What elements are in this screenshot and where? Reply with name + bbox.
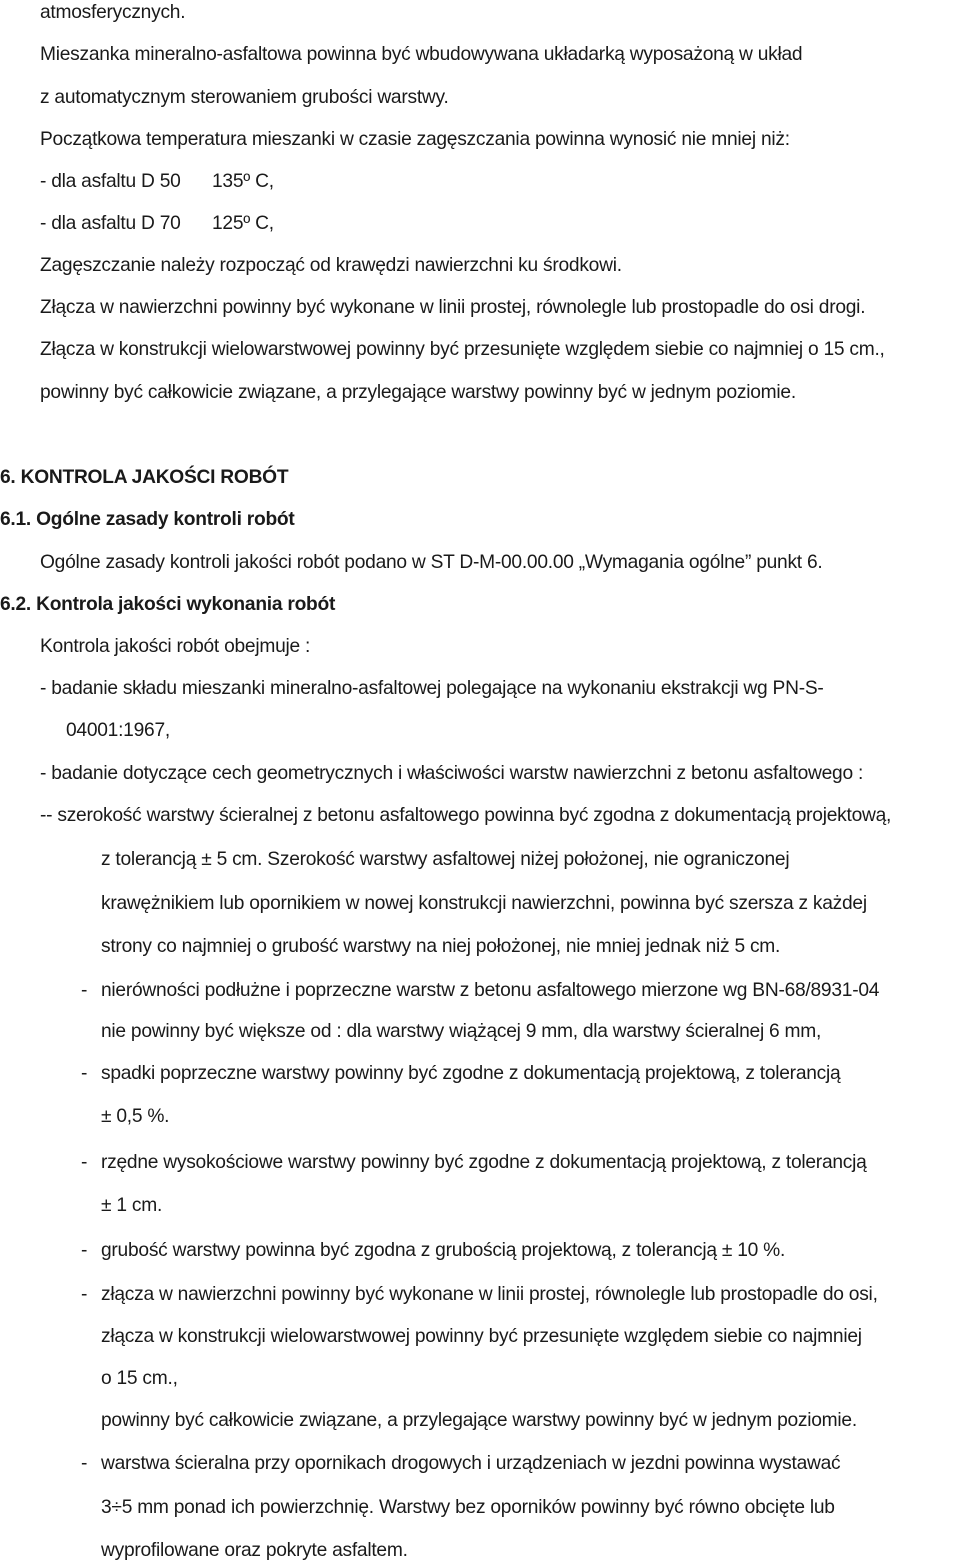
list-item: -- szerokość warstwy ścieralnej z betonu asfaltowego powinna być zgodna z dokumentacją projektową, xyxy=(40,805,892,826)
list-item: złącza w nawierzchni powinny być wykonane w linii prostej, równolegle lub prostopadle do osi, xyxy=(101,1284,878,1305)
list-bullet: - xyxy=(81,1284,88,1305)
list-item-continuation: krawężnikiem lub opornikiem w nowej konstrukcji nawierzchni, powinna być szersza z każdej xyxy=(101,893,867,914)
list-item-value: 125º C, xyxy=(212,213,274,234)
list-bullet: - xyxy=(81,1240,88,1261)
paragraph-line: Początkowa temperatura mieszanki w czasie zagęszczania powinna wynosić nie mniej niż: xyxy=(40,129,790,150)
list-item-continuation: nie powinny być większe od : dla warstwy wiążącej 9 mm, dla warstwy ścieralnej 6 mm, xyxy=(101,1021,822,1042)
subsection-heading: 6.1. Ogólne zasady kontroli robót xyxy=(0,509,295,530)
paragraph-line: Złącza w nawierzchni powinny być wykonane w linii prostej, równolegle lub prostopadle do osi drogi. xyxy=(40,297,866,318)
paragraph-line: Kontrola jakości robót obejmuje : xyxy=(40,636,311,657)
list-item-label: - dla asfaltu D 70 xyxy=(40,213,181,234)
list-bullet: - xyxy=(81,980,88,1001)
list-item: warstwa ścieralna przy opornikach drogowych i urządzeniach w jezdni powinna wystawać xyxy=(101,1453,841,1474)
paragraph-line: Zagęszczanie należy rozpocząć od krawędzi nawierzchni ku środkowi. xyxy=(40,255,622,276)
list-item: - badanie dotyczące cech geometrycznych i właściwości warstw nawierzchni z betonu asfaltowego : xyxy=(40,763,864,784)
list-item-continuation: ± 1 cm. xyxy=(101,1195,163,1216)
list-item: grubość warstwy powinna być zgodna z grubością projektową, z tolerancją ± 10 %. xyxy=(101,1240,786,1261)
paragraph-line: z automatycznym sterowaniem grubości warstwy. xyxy=(40,87,449,108)
list-item-continuation: 04001:1967, xyxy=(66,720,170,741)
section-heading: 6. KONTROLA JAKOŚCI ROBÓT xyxy=(0,467,289,488)
list-item: nierówności podłużne i poprzeczne warstw z betonu asfaltowego mierzone wg BN-68/8931-04 xyxy=(101,980,880,1001)
paragraph-line: atmosferycznych. xyxy=(40,2,186,23)
list-item-label: - dla asfaltu D 50 xyxy=(40,171,181,192)
list-item-value: 135º C, xyxy=(212,171,274,192)
list-item-continuation: wyprofilowane oraz pokryte asfaltem. xyxy=(101,1540,408,1561)
paragraph-line: Złącza w konstrukcji wielowarstwowej powinny być przesunięte względem siebie co najmniej o 15 cm., xyxy=(40,339,885,360)
list-item-continuation: o 15 cm., xyxy=(101,1368,178,1389)
list-bullet: - xyxy=(81,1453,88,1474)
list-item: rzędne wysokościowe warstwy powinny być zgodne z dokumentacją projektową, z tolerancją xyxy=(101,1152,867,1173)
list-bullet: - xyxy=(81,1063,88,1084)
subsection-heading: 6.2. Kontrola jakości wykonania robót xyxy=(0,594,336,615)
list-item: - badanie składu mieszanki mineralno-asfaltowej polegające na wykonaniu ekstrakcji wg PN-S- xyxy=(40,678,824,699)
paragraph-line: Ogólne zasady kontroli jakości robót podano w ST D-M-00.00.00 „Wymagania ogólne” punkt 6. xyxy=(40,552,823,573)
paragraph-line: powinny być całkowicie związane, a przylegające warstwy powinny być w jednym poziomie. xyxy=(40,382,796,403)
list-item-continuation: z tolerancją ± 5 cm. Szerokość warstwy asfaltowej niżej położonej, nie ograniczonej xyxy=(101,849,790,870)
paragraph-line: Mieszanka mineralno-asfaltowa powinna być wbudowywana układarką wyposażoną w układ xyxy=(40,44,803,65)
list-item-continuation: złącza w konstrukcji wielowarstwowej powinny być przesunięte względem siebie co najmniej xyxy=(101,1326,862,1347)
list-item: spadki poprzeczne warstwy powinny być zgodne z dokumentacją projektową, z tolerancją xyxy=(101,1063,841,1084)
list-bullet: - xyxy=(81,1152,88,1173)
list-item-continuation: ± 0,5 %. xyxy=(101,1106,170,1127)
list-item-continuation: 3÷5 mm ponad ich powierzchnię. Warstwy bez oporników powinny być równo obcięte lub xyxy=(101,1497,835,1518)
list-item-continuation: powinny być całkowicie związane, a przylegające warstwy powinny być w jednym poziomie. xyxy=(101,1410,857,1431)
list-item-continuation: strony co najmniej o grubość warstwy na niej położonej, nie mniej jednak niż 5 cm. xyxy=(101,936,781,957)
